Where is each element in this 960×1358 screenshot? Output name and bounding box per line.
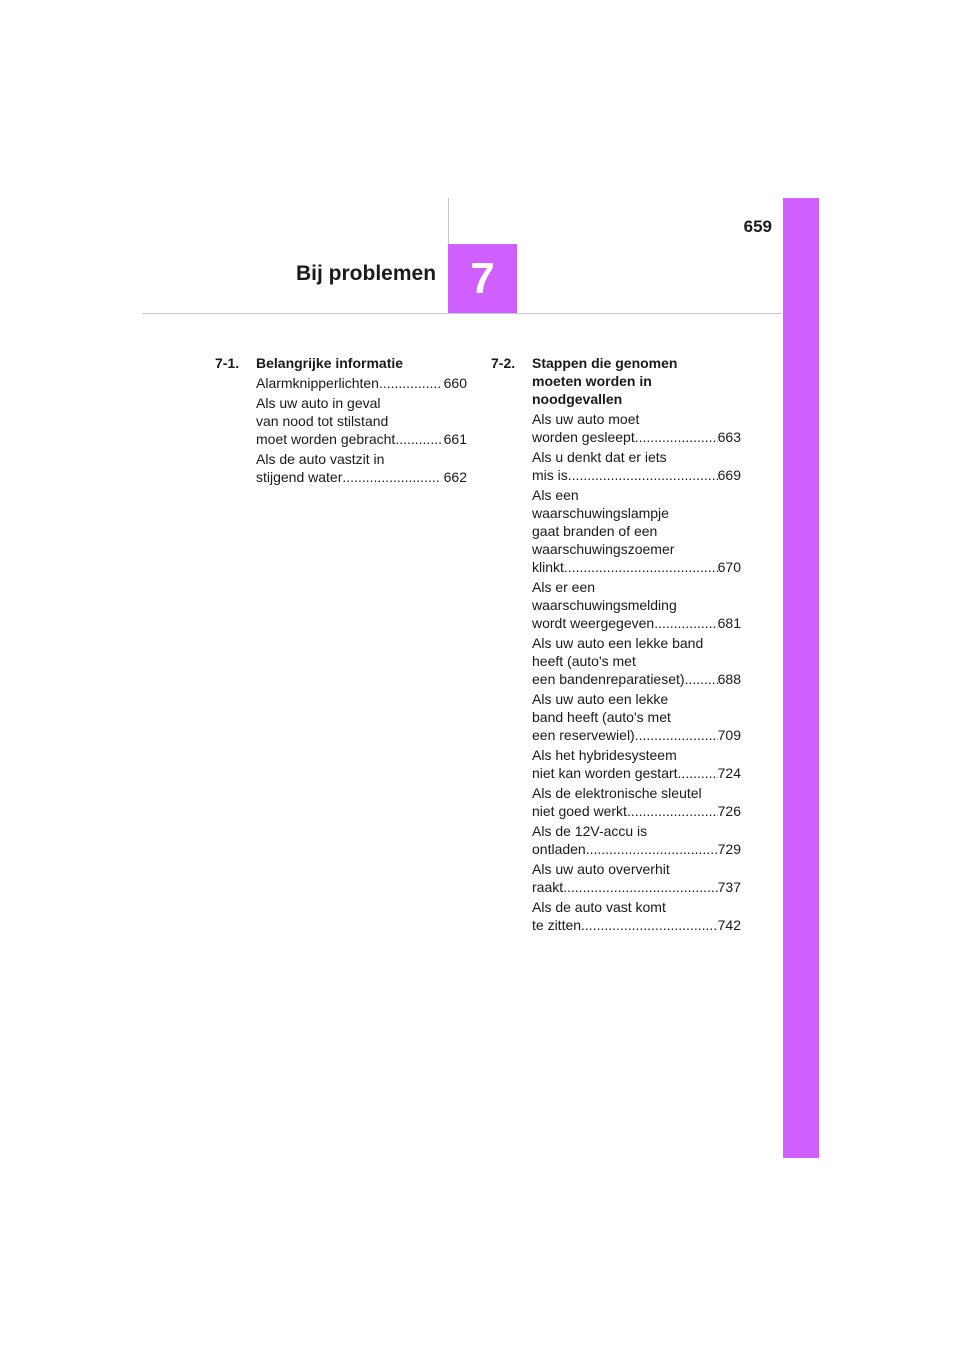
entry-list: [256, 374, 467, 486]
toc-entry-text: worden gesleept: [532, 429, 635, 445]
toc-entry-text: een reservewiel): [532, 727, 635, 743]
page-number: 659: [743, 217, 772, 236]
toc-entry-leader-line: [532, 840, 741, 858]
toc-entry[interactable]: [532, 578, 741, 632]
toc-entry-text: klinkt: [532, 559, 564, 575]
section-title-line: noodgevallen: [532, 391, 623, 407]
toc-entry[interactable]: [532, 410, 741, 446]
dot-leader: [654, 614, 717, 632]
toc-entry-text: wordt weergegeven: [532, 615, 655, 631]
toc-entry[interactable]: [532, 486, 741, 576]
toc-entry-text: gaat branden of een: [532, 523, 658, 539]
toc-entry-text: mis is: [532, 467, 568, 483]
toc-entry-text: niet goed werkt: [532, 803, 627, 819]
toc-entry-leader-line: [532, 428, 741, 446]
toc-page-number: 663: [717, 429, 741, 445]
section-title-line: moeten worden in: [532, 373, 652, 389]
toc-entry-text: waarschuwingslampje: [532, 505, 669, 521]
toc-entry-text: raakt: [532, 879, 564, 895]
header-vertical-rule: [448, 198, 449, 244]
toc-page-number: 669: [717, 467, 741, 483]
toc-entry[interactable]: [256, 394, 467, 448]
section-number: 7-2.: [491, 355, 516, 371]
entry-list: [532, 410, 741, 934]
toc-entry-text: Als er een: [532, 579, 596, 595]
toc-entry[interactable]: [532, 634, 741, 688]
toc-page-number: 729: [717, 841, 741, 857]
toc-entry-text: Als u denkt dat er iets: [532, 449, 667, 465]
toc-entry-text: Als uw auto een lekke band: [532, 635, 704, 651]
toc-entry[interactable]: [532, 898, 741, 934]
toc-entry-text: Als de elektronische sleutel: [532, 785, 702, 801]
chapter-thumb-tab: [783, 198, 819, 1158]
dot-leader: [586, 840, 718, 858]
toc-entry[interactable]: [532, 690, 741, 744]
toc-entry-text: moet worden gebracht: [256, 431, 396, 447]
toc-entry-leader-line: [532, 878, 741, 896]
toc-entry[interactable]: [532, 784, 741, 820]
dot-leader: [685, 670, 718, 688]
toc-page-number: 688: [717, 671, 741, 687]
toc-entry-leader-line: [532, 466, 741, 484]
toc-entry-leader-line: [256, 468, 467, 486]
toc-entry-text: Alarmknipperlichten: [256, 375, 379, 391]
toc-entry-text: heeft (auto's met: [532, 653, 636, 669]
toc-entry[interactable]: [256, 374, 467, 392]
dot-leader: [581, 916, 718, 934]
toc-entry-text: een bandenreparatieset): [532, 671, 685, 687]
toc-entry[interactable]: [532, 448, 741, 484]
toc-entry-text: Als het hybridesysteem: [532, 747, 677, 763]
toc-entry-leader-line: [532, 670, 741, 688]
toc-entry-text: band heeft (auto's met: [532, 709, 671, 725]
dot-leader: [568, 466, 718, 484]
toc-entry-text: van nood tot stilstand: [256, 413, 389, 429]
toc-page-number: 742: [717, 917, 741, 933]
toc-column-left: [215, 354, 467, 486]
toc-page-number: 724: [717, 765, 741, 781]
toc-entry-leader-line: [532, 916, 741, 934]
toc-page-number: 661: [443, 431, 467, 447]
dot-leader: [627, 802, 718, 820]
toc-entry-text: waarschuwingsmelding: [532, 597, 677, 613]
section-heading: [491, 354, 741, 408]
dot-leader: [564, 558, 718, 576]
section-title-line: Stappen die genomen: [532, 355, 678, 371]
section-heading: [215, 354, 467, 372]
dot-leader: [379, 374, 441, 392]
header-horizontal-rule: [142, 313, 782, 314]
dot-leader: [635, 428, 718, 446]
dot-leader: [342, 468, 440, 486]
section-title: [532, 354, 741, 408]
toc-entry-text: te zitten: [532, 917, 582, 933]
toc-column-right: [491, 354, 741, 934]
toc-entry-leader-line: [532, 558, 741, 576]
toc-entry-text: Als de auto vast komt: [532, 899, 666, 915]
toc-page-number: 660: [443, 375, 467, 391]
toc-entry-text: ontladen: [532, 841, 586, 857]
section-number: 7-1.: [215, 355, 240, 371]
toc-page-number: 662: [443, 469, 467, 485]
toc-entry-text: Als uw auto moet: [532, 411, 640, 427]
section-title-line: Belangrijke informatie: [256, 355, 404, 371]
toc-entry-text: stijgend water: [256, 469, 343, 485]
toc-entry[interactable]: [532, 860, 741, 896]
toc-entry-leader-line: [532, 726, 741, 744]
toc-entry[interactable]: [532, 746, 741, 782]
dot-leader: [635, 726, 718, 744]
toc-entry[interactable]: [256, 450, 467, 486]
toc-entry-leader-line: [532, 764, 741, 782]
toc-page-number: 670: [717, 559, 741, 575]
dot-leader: [678, 764, 718, 782]
toc-entry-leader-line: [256, 374, 467, 392]
dot-leader: [395, 430, 440, 448]
toc-entry-text: Als uw auto een lekke: [532, 691, 669, 707]
toc-page-number: 726: [717, 803, 741, 819]
toc-page-number: 737: [717, 879, 741, 895]
toc-entry-text: Als uw auto in geval: [256, 395, 381, 411]
toc-page-number: 681: [717, 615, 741, 631]
chapter-title: Bij problemen: [296, 262, 437, 285]
toc-entry-text: Als uw auto oververhit: [532, 861, 670, 877]
toc-page-number: 709: [717, 727, 741, 743]
chapter-number-box: 7: [448, 244, 517, 313]
section-title: [256, 354, 467, 372]
toc-entry-leader-line: [532, 802, 741, 820]
toc-entry-text: Als de 12V-accu is: [532, 823, 648, 839]
toc-entry-text: Als de auto vastzit in: [256, 451, 385, 467]
toc-entry-text: waarschuwingszoemer: [532, 541, 675, 557]
toc-entry[interactable]: [532, 822, 741, 858]
toc-entry-leader-line: [256, 430, 467, 448]
toc-entry-text: niet kan worden gestart: [532, 765, 678, 781]
toc-entry-text: Als een: [532, 487, 579, 503]
dot-leader: [563, 878, 718, 896]
toc-entry-leader-line: [532, 614, 741, 632]
